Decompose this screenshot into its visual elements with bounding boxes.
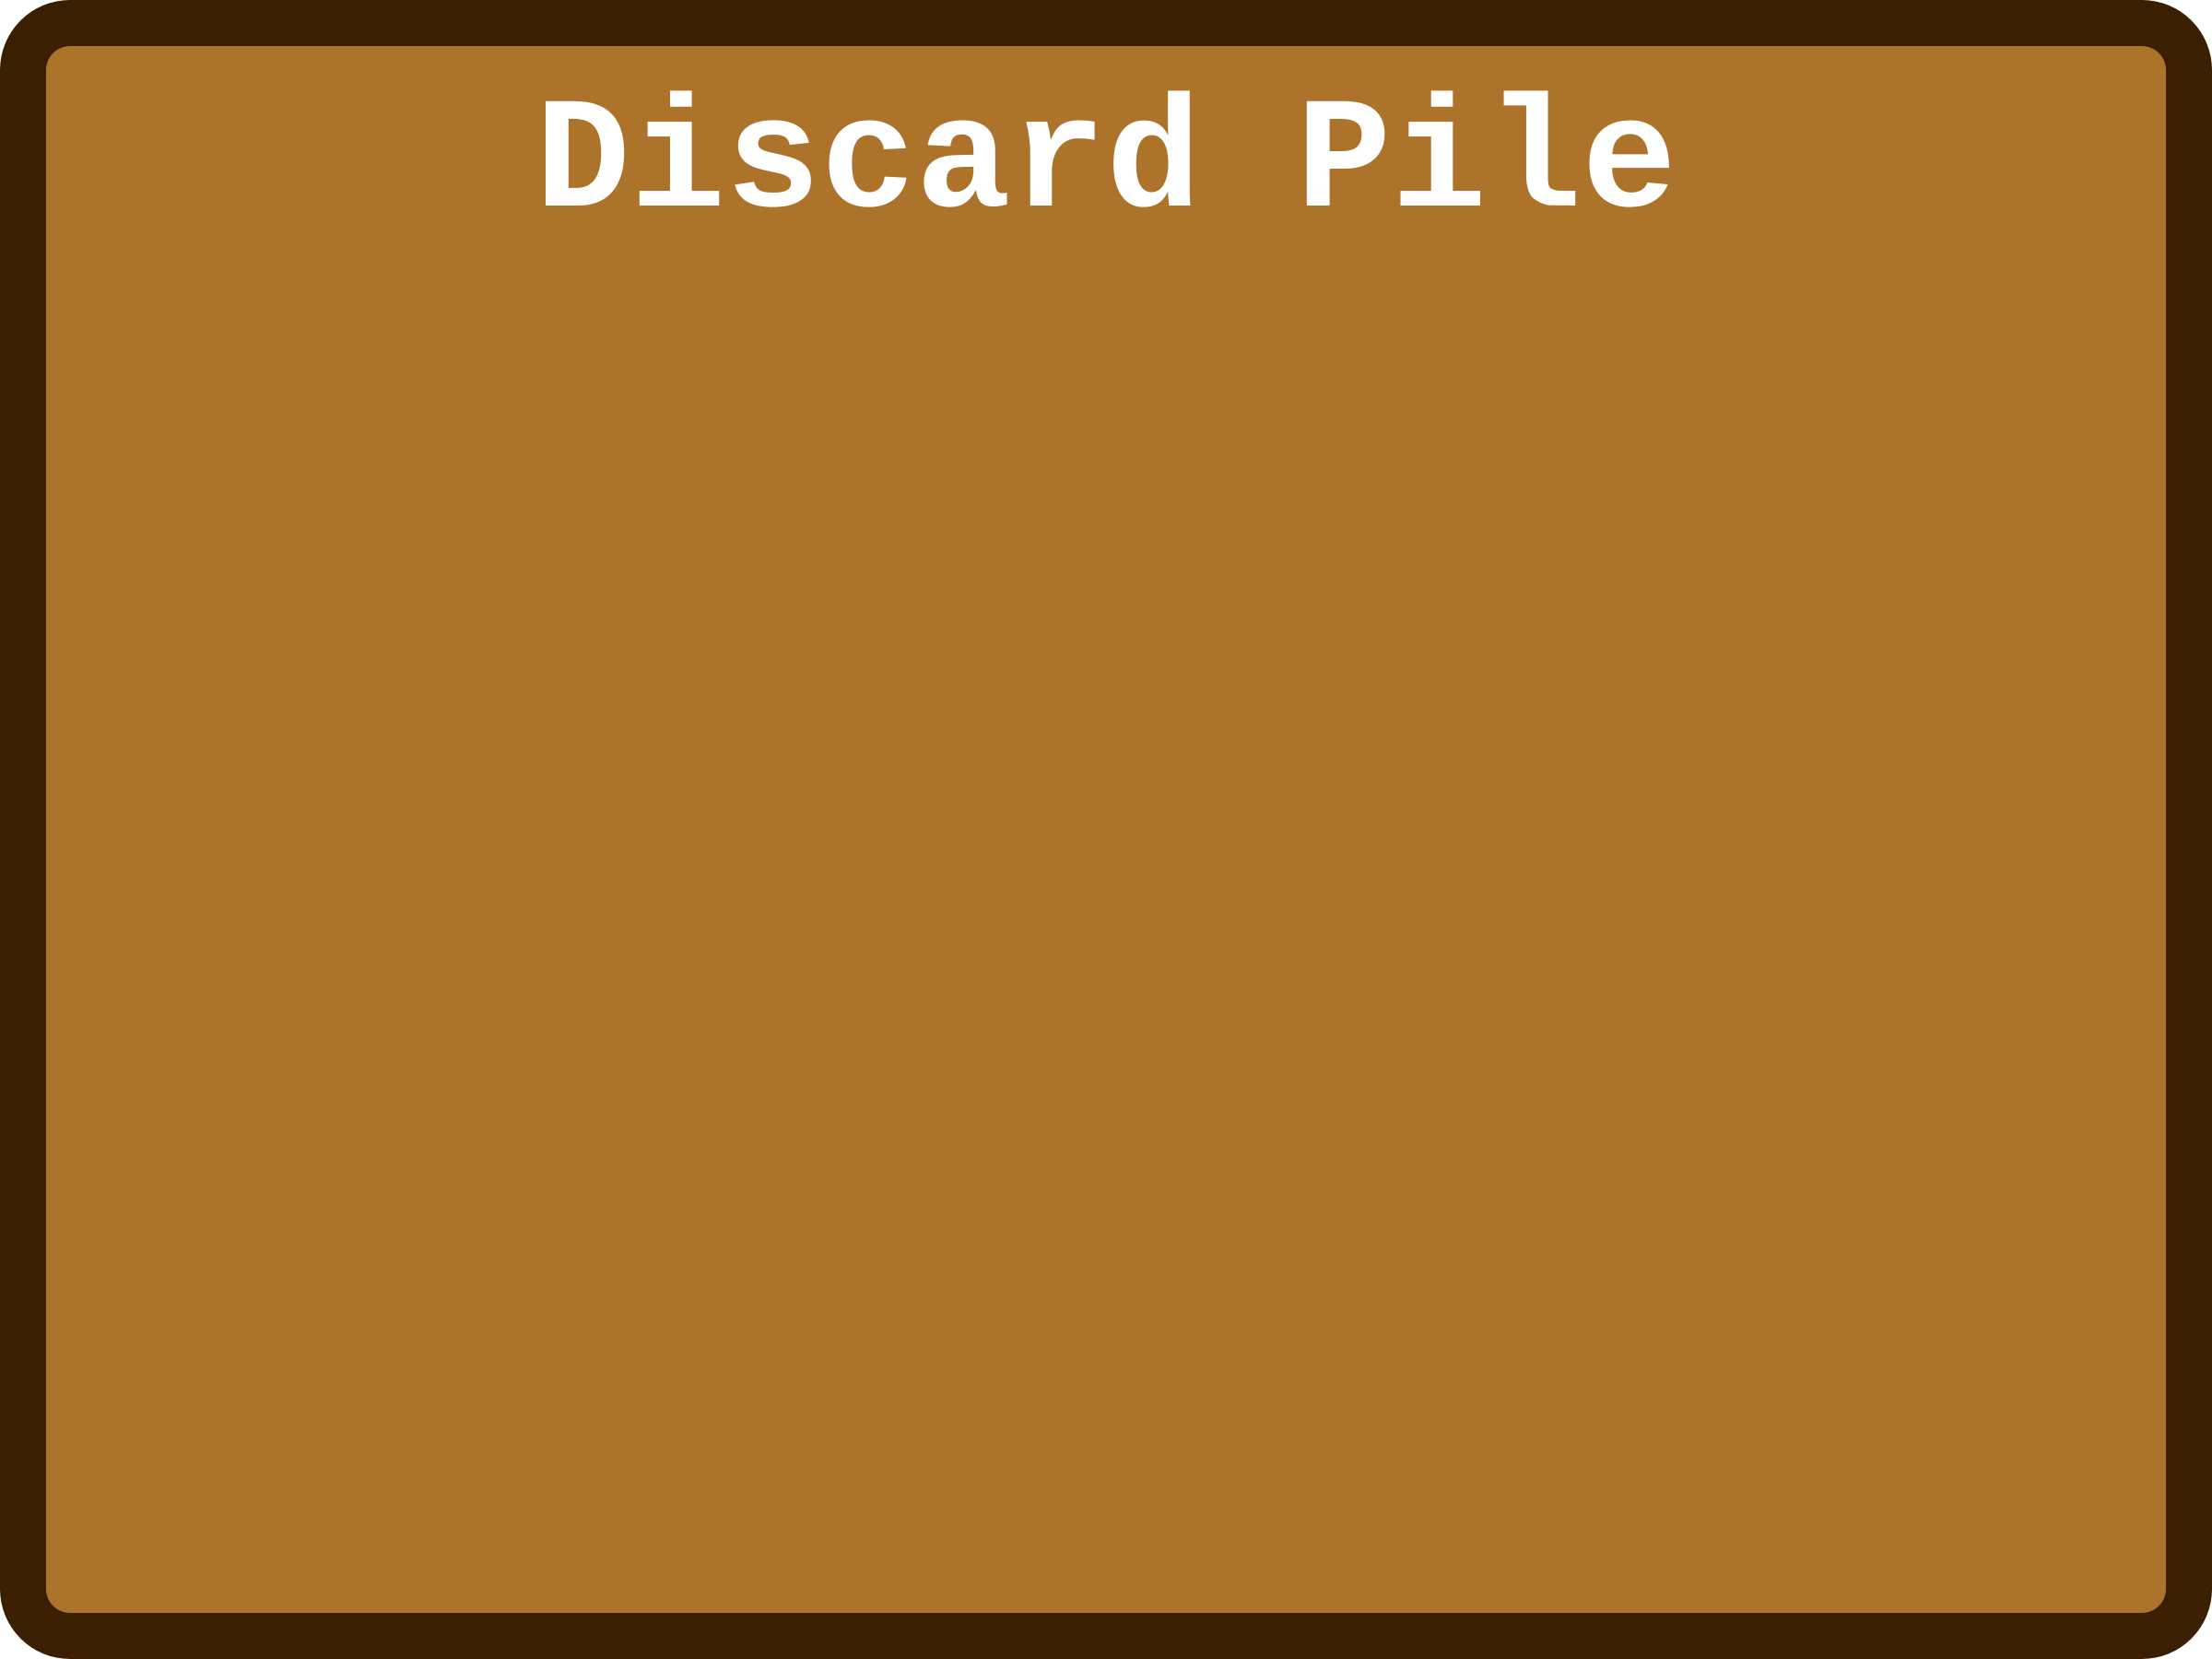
discard-pile-title: Discard Pile [535, 74, 1677, 253]
discard-pile-drop-zone[interactable] [111, 295, 2101, 1548]
